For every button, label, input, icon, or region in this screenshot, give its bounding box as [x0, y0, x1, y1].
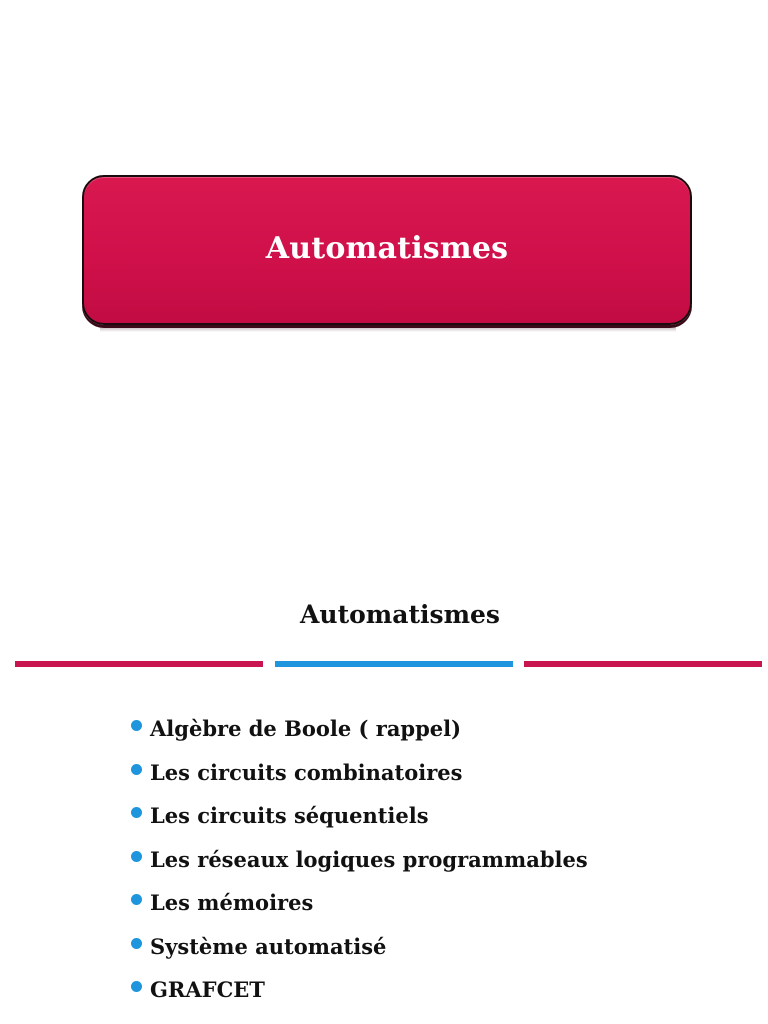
slide-title: Automatismes [265, 230, 509, 266]
list-item [131, 713, 588, 757]
divider-right [524, 661, 762, 667]
bullet-dot-icon [131, 938, 142, 949]
topic-label: Les réseaux logiques programmables [150, 846, 588, 872]
list-item [131, 844, 588, 888]
title-banner [82, 175, 692, 325]
list-item [131, 800, 588, 844]
topic-label: Les mémoires [150, 890, 314, 915]
list-item [131, 931, 588, 975]
bullet-dot-icon [131, 720, 142, 731]
bullet-dot-icon [131, 851, 142, 862]
list-item [131, 974, 588, 1018]
topic-list [131, 713, 588, 1018]
list-item [131, 887, 588, 931]
divider-middle [275, 661, 513, 667]
bullet-dot-icon [131, 981, 142, 992]
bullet-dot-icon [131, 807, 142, 818]
topic-label: Les circuits combinatoires [150, 759, 463, 785]
title-box-shadow [100, 326, 676, 332]
topic-label: GRAFCET [150, 977, 265, 1002]
topic-label: Système automatisé [150, 933, 387, 959]
section-heading: Automatismes [300, 600, 500, 629]
bullet-dot-icon [131, 894, 142, 905]
list-item [131, 757, 588, 801]
divider-left [15, 661, 263, 667]
topic-label: Algèbre de Boole ( rappel) [150, 716, 462, 741]
topic-label: Les circuits séquentiels [150, 803, 429, 828]
bullet-dot-icon [131, 764, 142, 775]
